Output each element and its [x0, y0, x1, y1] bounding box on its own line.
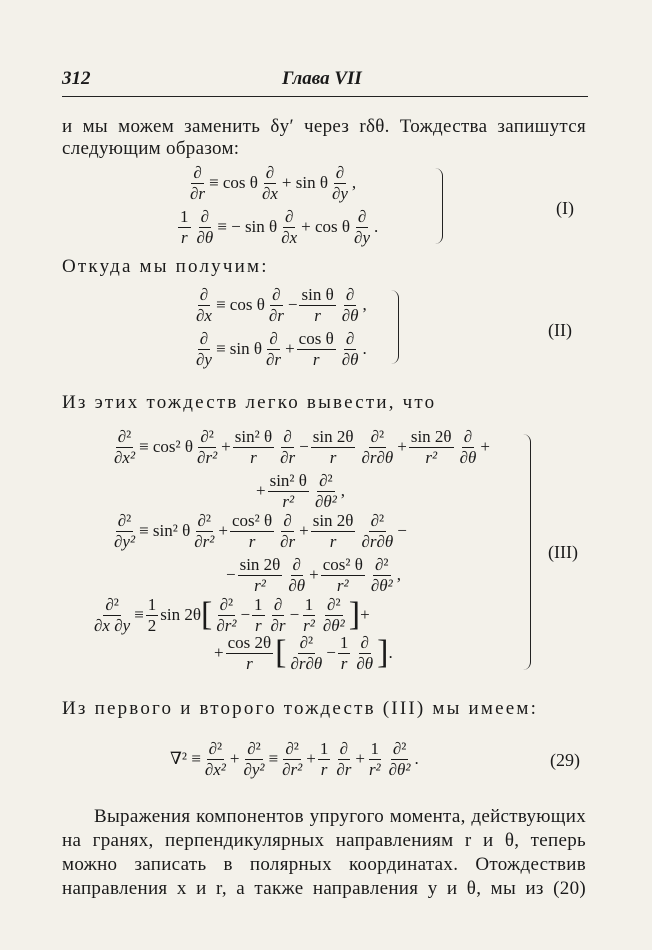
- math-term: r: [320, 759, 328, 779]
- math-term: ≡ cos² θ: [139, 437, 194, 457]
- math-term: 2: [147, 615, 157, 635]
- math-term: ∂²: [327, 595, 341, 614]
- math-term: +: [214, 643, 224, 663]
- fraction: [112, 428, 137, 467]
- math-term: ∂x: [261, 183, 278, 203]
- math-term: ∂r: [336, 759, 352, 779]
- math-term: ≡: [134, 605, 144, 625]
- math-term: ∂y: [196, 349, 212, 369]
- math-term: ∂²: [370, 511, 385, 530]
- math-term: ∇² ≡: [170, 749, 201, 769]
- math-term: ,: [362, 295, 367, 315]
- equation-III-label: (III): [548, 542, 578, 562]
- math-term: r: [329, 447, 337, 467]
- math-term: ∂r∂θ: [361, 531, 394, 551]
- math-term: −: [287, 295, 298, 315]
- fraction: [286, 556, 307, 595]
- math-term: sin² θ: [269, 471, 307, 490]
- equation-II-label: (II): [548, 320, 572, 340]
- math-term: ∂r: [268, 305, 284, 325]
- math-term: cos θ: [298, 329, 334, 348]
- math-term: ∂θ: [196, 227, 214, 247]
- math-term: ∂θ: [356, 653, 374, 673]
- fraction: [188, 164, 207, 203]
- math-term: ,: [396, 565, 401, 585]
- fraction: [338, 634, 351, 673]
- math-term: ∂²: [197, 511, 212, 530]
- math-term: ∂r: [280, 531, 296, 551]
- math-term: cos² θ: [322, 555, 363, 574]
- fraction: [369, 556, 395, 595]
- math-term: sin θ: [301, 285, 334, 304]
- math-term: ∂x²: [114, 447, 136, 467]
- equation-29-label: (29): [550, 750, 580, 770]
- math-term: ≡ sin² θ: [139, 521, 191, 541]
- math-term: ∂²: [208, 739, 223, 758]
- math-term: −: [299, 437, 309, 457]
- equation-I-row1: [186, 164, 356, 203]
- paragraph-whence: Откуда мы получим:: [62, 256, 269, 277]
- math-term: ]: [377, 634, 389, 672]
- fraction: [311, 512, 356, 551]
- math-term: r: [340, 653, 348, 673]
- page-number: 312: [62, 68, 91, 89]
- math-term: r: [248, 531, 256, 551]
- math-term: r: [329, 531, 337, 551]
- math-term: ∂θ²: [314, 491, 337, 511]
- fraction: [354, 634, 375, 673]
- equation-I-label: (I): [556, 198, 574, 218]
- math-term: ∂²: [375, 555, 389, 574]
- fraction: [367, 740, 383, 779]
- math-term: ,: [351, 173, 357, 193]
- fraction: [340, 330, 361, 369]
- math-term: ∂: [360, 633, 369, 652]
- math-term: ∂r²: [197, 447, 218, 467]
- math-term: ≡ cos θ: [215, 295, 265, 315]
- math-term: ∂: [345, 285, 355, 304]
- fraction: [241, 740, 266, 779]
- fraction: [233, 428, 274, 467]
- math-term: −: [240, 605, 251, 625]
- equation-III-row4: [226, 556, 401, 595]
- fraction: [203, 740, 228, 779]
- equation-II-row1: [192, 286, 367, 325]
- math-term: ]: [348, 596, 361, 634]
- fraction: [264, 330, 283, 369]
- math-term: ∂θ²: [322, 615, 345, 635]
- math-term: ∂r∂θ: [290, 653, 323, 673]
- math-term: sin² θ: [234, 427, 273, 446]
- math-term: ∂: [273, 595, 283, 614]
- fraction: [311, 428, 356, 467]
- math-term: ∂x ∂y: [94, 615, 131, 635]
- math-term: ∂θ²: [370, 575, 393, 595]
- header-rule: [62, 96, 588, 97]
- math-term: r: [250, 447, 257, 467]
- fraction: [192, 512, 216, 551]
- math-term: .: [362, 339, 367, 359]
- fraction: [301, 596, 317, 635]
- equation-II-row2: [192, 330, 367, 369]
- equation-III-row6: [214, 634, 393, 673]
- fraction: [195, 208, 216, 247]
- math-term: −: [326, 643, 336, 663]
- math-term: sin 2θ: [160, 605, 201, 625]
- math-term: 1: [319, 739, 329, 758]
- math-term: ∂r²: [216, 615, 237, 635]
- fraction: [340, 286, 361, 325]
- math-term: ∂y²: [243, 759, 265, 779]
- fraction: [330, 164, 350, 203]
- math-term: ∂: [292, 555, 301, 574]
- math-term: ∂²: [219, 595, 234, 614]
- fraction: [226, 634, 274, 673]
- math-term: ∂: [357, 207, 367, 226]
- math-term: 1: [339, 633, 349, 652]
- fraction: [318, 740, 331, 779]
- paragraph-derive: Из этих тождеств легко вывести, что: [62, 392, 437, 413]
- math-term: ∂²: [247, 739, 261, 758]
- math-term: ,: [340, 481, 346, 501]
- math-term: ∂: [345, 329, 355, 348]
- math-term: ∂: [193, 163, 202, 182]
- math-term: ∂: [339, 739, 349, 758]
- math-term: ∂²: [285, 739, 299, 758]
- math-term: +: [256, 481, 266, 501]
- math-term: ∂²: [319, 471, 333, 490]
- paragraph-intro-line1: и мы можем заменить δy′ через rδθ. Тождества запишутся: [62, 116, 586, 137]
- fraction: [387, 740, 413, 779]
- fraction: [352, 208, 372, 247]
- math-term: ∂θ: [459, 447, 477, 467]
- paragraph-moments-line4: направления x и r, а также направления y и θ, мы из (20): [62, 878, 586, 899]
- math-term: ∂x: [281, 227, 298, 247]
- math-term: ∂r²: [282, 759, 303, 779]
- math-term: r: [314, 305, 321, 325]
- math-term: sin 2θ: [239, 555, 281, 574]
- math-term: ∂θ²: [388, 759, 411, 779]
- math-term: ∂y: [331, 183, 348, 203]
- fraction: [321, 596, 347, 635]
- math-term: ∂r: [270, 615, 286, 635]
- math-term: .: [414, 749, 419, 769]
- math-term: 1: [370, 739, 380, 758]
- math-term: ∂²: [200, 427, 214, 446]
- math-term: ≡ sin θ: [215, 339, 263, 359]
- math-term: r²: [303, 615, 315, 635]
- equation-III-row3: [110, 512, 407, 551]
- math-term: ∂: [283, 427, 292, 446]
- math-term: ∂y²: [114, 531, 136, 551]
- math-term: +: [397, 437, 407, 457]
- math-term: ∂r: [266, 349, 282, 369]
- chapter-title: Глава VII: [282, 68, 362, 89]
- math-term: −: [397, 521, 407, 541]
- fraction: [252, 596, 265, 635]
- math-term: ∂: [199, 285, 209, 304]
- math-term: ∂r²: [194, 531, 215, 551]
- math-term: r²: [282, 491, 295, 511]
- math-term: + cos θ: [301, 217, 351, 237]
- math-term: ∂²: [117, 511, 132, 530]
- fraction: [280, 740, 304, 779]
- equation-29: [170, 740, 419, 779]
- fraction: [92, 596, 132, 635]
- math-term: ∂θ: [341, 305, 359, 325]
- math-term: ∂x²: [204, 759, 226, 779]
- math-term: .: [374, 217, 379, 237]
- math-term: r²: [368, 759, 381, 779]
- fraction: [260, 164, 280, 203]
- equation-III-row1: [110, 428, 490, 467]
- fraction: [359, 428, 395, 467]
- math-term: +: [221, 437, 231, 457]
- math-term: ∂: [283, 511, 292, 530]
- math-term: ∂: [269, 329, 278, 348]
- fraction: [268, 472, 309, 511]
- math-term: ∂x: [196, 305, 212, 325]
- fraction: [334, 740, 353, 779]
- math-term: r: [180, 227, 188, 247]
- math-term: r²: [336, 575, 349, 595]
- fraction: [359, 512, 395, 551]
- math-term: −: [289, 605, 300, 625]
- math-term: ∂r∂θ: [361, 447, 394, 467]
- math-term: ∂²: [299, 633, 314, 652]
- math-term: ≡: [268, 749, 279, 769]
- paragraph-from-identities: Из первого и второго тождеств (III) мы имеем:: [62, 698, 539, 719]
- math-term: ≡ − sin θ: [217, 217, 278, 237]
- math-term: +: [360, 605, 370, 625]
- math-term: +: [480, 437, 490, 457]
- equation-I-brace: [432, 168, 443, 244]
- fraction: [269, 596, 288, 635]
- math-term: r: [254, 615, 262, 635]
- math-term: ∂: [284, 207, 294, 226]
- math-term: cos² θ: [231, 511, 273, 530]
- math-term: ∂θ: [341, 349, 359, 369]
- fraction: [458, 428, 479, 467]
- math-term: 1: [304, 595, 314, 614]
- math-term: [: [200, 596, 213, 634]
- paragraph-intro-line2: следующим образом:: [62, 138, 240, 159]
- fraction: [278, 428, 297, 467]
- math-term: ∂²: [392, 739, 407, 758]
- fraction: [267, 286, 286, 325]
- math-term: r²: [425, 447, 438, 467]
- equation-III-row2: [256, 472, 345, 511]
- math-term: sin 2θ: [312, 427, 354, 446]
- math-term: .: [388, 643, 393, 663]
- math-term: 1: [254, 595, 263, 614]
- math-term: +: [229, 749, 240, 769]
- math-term: 1: [147, 595, 157, 614]
- math-term: ∂²: [117, 427, 132, 446]
- fraction: [194, 330, 214, 369]
- fraction: [313, 472, 339, 511]
- fraction: [299, 286, 335, 325]
- math-term: ∂: [265, 163, 275, 182]
- math-term: +: [306, 749, 316, 769]
- fraction: [278, 512, 297, 551]
- math-term: −: [226, 565, 236, 585]
- math-term: r: [246, 653, 253, 673]
- math-term: ∂: [272, 285, 281, 304]
- math-term: sin 2θ: [410, 427, 452, 446]
- equation-I-row2: [176, 208, 378, 247]
- fraction: [146, 596, 159, 635]
- fraction: [297, 330, 336, 369]
- math-term: ∂r: [280, 447, 296, 467]
- fraction: [238, 556, 283, 595]
- math-term: ∂: [199, 329, 209, 348]
- math-term: ∂: [335, 163, 345, 182]
- math-term: r²: [254, 575, 266, 595]
- math-term: ∂r: [190, 183, 206, 203]
- paragraph-moments-line1: Выражения компонентов упругого момента, действующих: [94, 806, 586, 827]
- fraction: [194, 286, 214, 325]
- math-term: r: [312, 349, 320, 369]
- math-term: +: [299, 521, 309, 541]
- math-term: cos 2θ: [227, 633, 272, 652]
- fraction: [288, 634, 324, 673]
- fraction: [230, 512, 274, 551]
- math-term: ∂: [200, 207, 210, 226]
- equation-II-brace: [388, 290, 399, 364]
- fraction: [112, 512, 137, 551]
- math-term: ≡ cos θ: [209, 173, 258, 193]
- math-term: +: [309, 565, 319, 585]
- fraction: [409, 428, 454, 467]
- math-term: + sin θ: [281, 173, 328, 193]
- equation-III-brace: [520, 434, 531, 670]
- math-term: ∂²: [370, 427, 385, 446]
- math-term: +: [218, 521, 228, 541]
- equation-III-row5: [90, 596, 370, 635]
- paragraph-moments-line3: можно записать в полярных координатах. Отождествив: [62, 854, 586, 875]
- math-term: sin 2θ: [312, 511, 354, 530]
- paragraph-moments-line2: на гранях, перпендикулярных направлениям r и θ, теперь: [62, 830, 586, 851]
- math-term: ∂y: [354, 227, 370, 247]
- math-term: [: [275, 634, 287, 672]
- fraction: [214, 596, 238, 635]
- fraction: [321, 556, 365, 595]
- math-term: +: [355, 749, 365, 769]
- math-term: ∂θ: [288, 575, 306, 595]
- math-term: ∂: [463, 427, 473, 446]
- math-term: +: [285, 339, 295, 359]
- math-term: ∂²: [105, 595, 119, 614]
- fraction: [178, 208, 191, 247]
- fraction: [279, 208, 299, 247]
- math-term: 1: [180, 207, 189, 226]
- fraction: [195, 428, 219, 467]
